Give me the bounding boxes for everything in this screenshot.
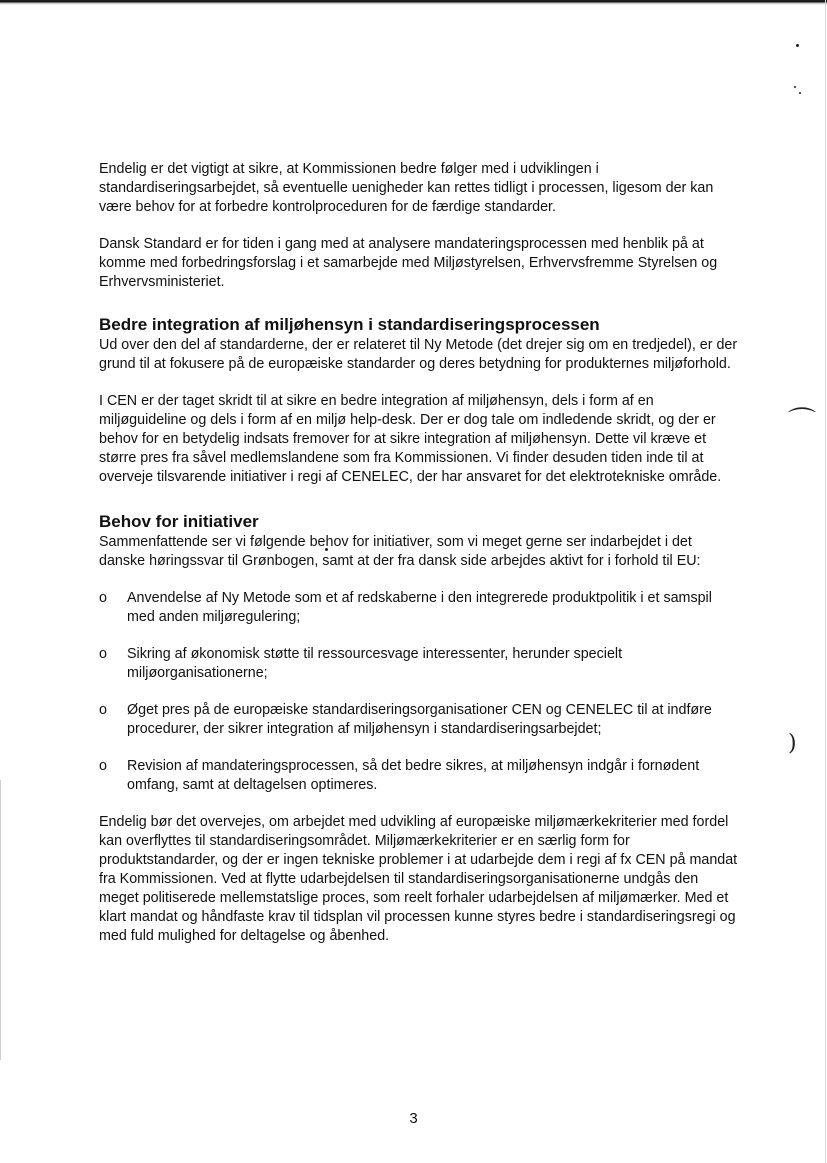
list-item [99,701,741,739]
document-body [99,160,741,946]
scan-speck [794,86,796,88]
scan-speck [796,44,799,47]
paragraph: Sammenfattende ser vi følgende behov for initiativer, som vi meget gerne ser indarbejdet i det danske høringssvar til Grønbogen, samt at der fra dansk side arbejdes aktivt for i forhold til EU: [99,534,701,569]
list-item [99,589,741,627]
section-heading: Bedre integration af miljøhensyn i standardiseringsprocessen [99,315,600,334]
scan-left-edge [0,780,1,1060]
list-item [99,757,741,795]
bullet-list [99,589,741,795]
list-item-text: Anvendelse af Ny Metode som et af redskaberne i den integrerede produktpolitik i et samspil med anden miljøregulering; [127,590,712,625]
list-item [99,645,741,683]
margin-mark-icon: ) [788,731,797,756]
paragraph: Dansk Standard er for tiden i gang med at analysere mandateringsprocessen med henblik på at komme med forbedringsforslag i et samarbejde med Miljøstyrelsen, Erhvervsfremme Styrelsen og Erhvervsministeriet. [99,236,718,290]
paragraph: Endelig bør det overvejes, om arbejdet med udvikling af europæiske miljømærkekriterier med fordel kan overflyttes til standardiseringsområdet. Miljømærkekriterier er en særlig form for produktstandarder, og der er ingen tekniske problemer i at udarbejde dem i regi af fx CEN på mandat fra Kommissionen. Ved at flytte udarbejdelsen til standardiseringsorganisationerne undgås den meget politiserede mellemstatslige proces, som reelt forhaler udarbejdelsen af miljømærker. Med et klart mandat og håndfaste krav til tidsplan vil processen kunne styres bedre i standardiseringsregi og med fuld mulighed for deltagelse og åbenhed. [99,814,738,944]
page-number: 3 [409,1110,418,1127]
bullet-marker-icon: o [99,590,107,606]
list-item-text: Øget pres på de europæiske standardiseringsorganisationer CEN og CENELEC til at indføre procedurer, der sikrer integration af miljøhensyn i standardiseringsarbejdet; [127,702,712,737]
scan-speck [799,92,801,94]
paragraph: I CEN er der taget skridt til at sikre en bedre integration af miljøhensyn, dels i form af en miljøguideline og dels i form af en miljø help-desk. Der er dog tale om indledende skridt, og der er behov for en betydelig indsats fremover for at sikre integration af miljøhensyn. Dette vil kræve et større pres fra såvel medlemslandene som fra Kommissionen. Vi finder desuden tiden inde til at overveje tilsvarende initiativer i regi af CENELEC, der har ansvaret for det elektrotekniske område. [99,393,722,485]
list-item-text: Revision af mandateringsprocessen, så det bedre sikres, at miljøhensyn indgår i fornødent omfang, samt at deltagelsen optimeres. [127,758,700,793]
bullet-marker-icon: o [99,758,107,774]
bullet-marker-icon: o [99,646,107,662]
scan-top-edge [0,0,827,5]
list-item-text: Sikring af økonomisk støtte til ressourcesvage interessenter, herunder specielt miljøorganisationerne; [127,646,623,681]
bullet-marker-icon: o [99,702,107,718]
paragraph: Endelig er det vigtigt at sikre, at Kommissionen bedre følger med i udviklingen i standardiseringsarbejdet, så eventuelle uenigheder kan rettes tidligt i processen, ligesom der kan være behov for at forbedre kontrolproceduren for de færdige standarder. [99,161,714,215]
section-heading: Behov for initiativer [99,512,259,531]
scan-right-edge [825,0,826,1163]
paragraph: Ud over den del af standarderne, der er relateret til Ny Metode (det drejer sig om en tredjedel), er der grund til at fokusere på de europæiske standarder og deres betydning for produkternes miljøforhold. [99,337,738,372]
margin-mark-icon: ⌒ [788,405,817,438]
